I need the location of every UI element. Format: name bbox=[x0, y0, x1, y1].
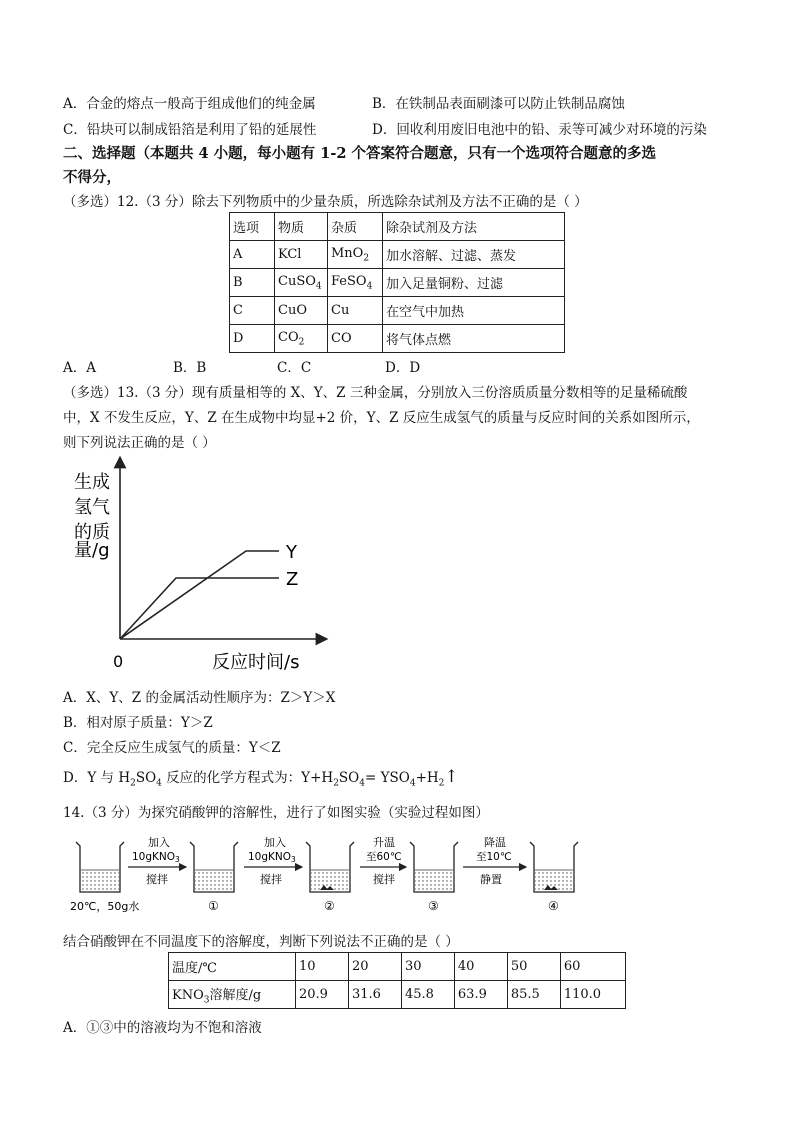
table-cell: $KNO_3$溶解度/g bbox=[169, 981, 296, 1009]
table-cell: 60 bbox=[560, 953, 625, 981]
origin-label: 0 bbox=[113, 652, 124, 671]
q13-stem-line1: （多选）13.（3 分）现有质量相等的 X、Y、Z 三种金属，分别放入三份溶质质量分数相等的足量稀硫酸 bbox=[63, 385, 688, 401]
table-header: 选项 bbox=[230, 213, 275, 241]
q13-choice-d: D．Y 与 $H_2SO_4$ 反应的化学方程式为：$Y+H_2SO_4=$ $YSO_4+H_2↑$ bbox=[63, 767, 459, 789]
table-cell: 40 bbox=[454, 953, 507, 981]
table-cell: D bbox=[230, 325, 275, 353]
beaker-label: ③ bbox=[428, 899, 439, 913]
table-header: 除杂试剂及方法 bbox=[383, 213, 565, 241]
q14-stem-2: 结合硝酸钾在不同温度下的溶解度，判断下列说法不正确的是（ ） bbox=[63, 934, 459, 950]
beaker-start bbox=[76, 842, 124, 892]
table-cell: 31.6 bbox=[348, 981, 401, 1009]
q12-choice-c: C．C bbox=[277, 360, 312, 376]
table-cell: 85.5 bbox=[507, 981, 560, 1009]
q14-choice-a: A．①③中的溶液均为不饱和溶液 bbox=[63, 1020, 262, 1036]
step2-label-mid: 10gKNO3 bbox=[248, 851, 296, 864]
table-cell: 10 bbox=[296, 953, 349, 981]
option-c: C．铅块可以制成铅箔是利用了铅的延展性 bbox=[63, 122, 317, 138]
table-cell: CuO bbox=[275, 297, 328, 325]
y-axis-label-line: 量/g bbox=[74, 540, 110, 561]
table-cell: 温度/℃ bbox=[169, 953, 296, 981]
step4-label-bottom: 静置 bbox=[480, 873, 502, 886]
q14-stem: 14.（3 分）为探究硝酸钾的溶解性，进行了如图实验（实验过程如图） bbox=[63, 805, 489, 821]
table-header: 物质 bbox=[275, 213, 328, 241]
table-cell: C bbox=[230, 297, 275, 325]
section-heading: 二、选择题（本题共 4 小题，每小题有 1-2 个答案符合题意，只有一个选项符合题意的多选 bbox=[63, 145, 656, 162]
section-heading-cont: 不得分， bbox=[63, 169, 121, 186]
table-cell: 30 bbox=[401, 953, 454, 981]
beaker-label: ② bbox=[324, 899, 335, 913]
q13-stem-line3: 则下列说法正确的是（ ） bbox=[63, 435, 216, 451]
q13-stem-line2: 中，X 不发生反应，Y、Z 在生成物中均显+2 价，Y、Z 反应生成氢气的质量与反应时间的关系如图所示， bbox=[63, 410, 700, 426]
table-cell: 110.0 bbox=[560, 981, 625, 1009]
table-header: 杂质 bbox=[328, 213, 383, 241]
table-cell: 20.9 bbox=[296, 981, 349, 1009]
table-cell: 50 bbox=[507, 953, 560, 981]
step3-label-bottom: 搅拌 bbox=[373, 873, 395, 886]
beaker-3 bbox=[410, 842, 458, 892]
table-cell: 63.9 bbox=[454, 981, 507, 1009]
option-b: B．在铁制品表面刷漆可以防止铁制品腐蚀 bbox=[372, 96, 625, 112]
beaker-2 bbox=[306, 842, 354, 892]
table-row bbox=[230, 325, 565, 353]
table-cell: 加入足量铜粉、过滤 bbox=[383, 269, 565, 297]
solubility-table bbox=[168, 952, 626, 1009]
start-condition-label: 20℃，50g水 bbox=[70, 900, 140, 913]
table-cell: FeSO$_4$ bbox=[328, 269, 383, 297]
table-row bbox=[169, 953, 626, 981]
q12-stem: （多选）12.（3 分）除去下列物质中的少量杂质，所选除杂试剂及方法不正确的是（ ） bbox=[63, 194, 588, 210]
step1-label-bottom: 搅拌 bbox=[146, 873, 168, 886]
q13-choice-c: C．完全反应生成氢气的质量：Y＜Z bbox=[63, 740, 281, 756]
table-cell: Cu bbox=[328, 297, 383, 325]
table-cell: A bbox=[230, 241, 275, 269]
step4-label-mid: 至10℃ bbox=[476, 851, 512, 863]
table-cell: B bbox=[230, 269, 275, 297]
table-row bbox=[230, 241, 565, 269]
q12-choice-d: D．D bbox=[385, 360, 421, 376]
table-row bbox=[230, 297, 565, 325]
x-axis-label: 反应时间/s bbox=[212, 652, 300, 673]
table-row bbox=[230, 269, 565, 297]
q12-choice-b: B．B bbox=[173, 360, 207, 376]
step3-label-mid: 至60℃ bbox=[366, 851, 402, 863]
table-cell: MnO$_2$ bbox=[328, 241, 383, 269]
table-cell: 将气体点燃 bbox=[383, 325, 565, 353]
step4-label-top: 降温 bbox=[484, 836, 506, 849]
beaker-4 bbox=[530, 842, 578, 892]
q13-graph bbox=[60, 452, 330, 677]
beaker-label: ① bbox=[208, 899, 219, 913]
q12-choice-a: A．A bbox=[63, 360, 96, 376]
step3-label-top: 升温 bbox=[373, 836, 395, 849]
series-y-label: Y bbox=[286, 542, 297, 563]
table-cell: 45.8 bbox=[401, 981, 454, 1009]
beaker-label: ④ bbox=[548, 899, 559, 913]
step1-label-mid: 10gKNO3 bbox=[132, 851, 180, 864]
table-cell: CuSO$_4$ bbox=[275, 269, 328, 297]
table-row bbox=[169, 981, 626, 1009]
y-axis-label-line: 氢气 bbox=[74, 497, 110, 518]
table-cell: 加水溶解、过滤、蒸发 bbox=[383, 241, 565, 269]
table-cell: 20 bbox=[348, 953, 401, 981]
table-cell: 在空气中加热 bbox=[383, 297, 565, 325]
q13-choice-b: B．相对原子质量：Y＞Z bbox=[63, 715, 213, 731]
table-cell: KCl bbox=[275, 241, 328, 269]
q13-choice-a: A．X、Y、Z 的金属活动性顺序为：Z＞Y＞X bbox=[63, 690, 336, 706]
series-z-label: Z bbox=[286, 569, 299, 590]
series-y-line bbox=[120, 551, 279, 639]
q14-experiment-diagram bbox=[70, 828, 700, 920]
q12-table bbox=[229, 212, 565, 353]
table-cell: CO bbox=[328, 325, 383, 353]
option-a: A．合金的熔点一般高于组成他们的纯金属 bbox=[63, 96, 316, 112]
series-z-line bbox=[120, 578, 279, 639]
table-header-row bbox=[230, 213, 565, 241]
step1-label-top: 加入 bbox=[148, 836, 170, 849]
step2-label-bottom: 搅拌 bbox=[260, 873, 282, 886]
step2-label-top: 加入 bbox=[264, 836, 286, 849]
beaker-1 bbox=[190, 842, 238, 892]
table-cell: $CO_2$ bbox=[275, 325, 328, 353]
option-d: D．回收利用废旧电池中的铅、汞等可减少对环境的污染 bbox=[372, 122, 707, 138]
y-axis-label-line: 生成 bbox=[74, 472, 110, 493]
y-axis-label-line: 的质 bbox=[74, 522, 110, 543]
